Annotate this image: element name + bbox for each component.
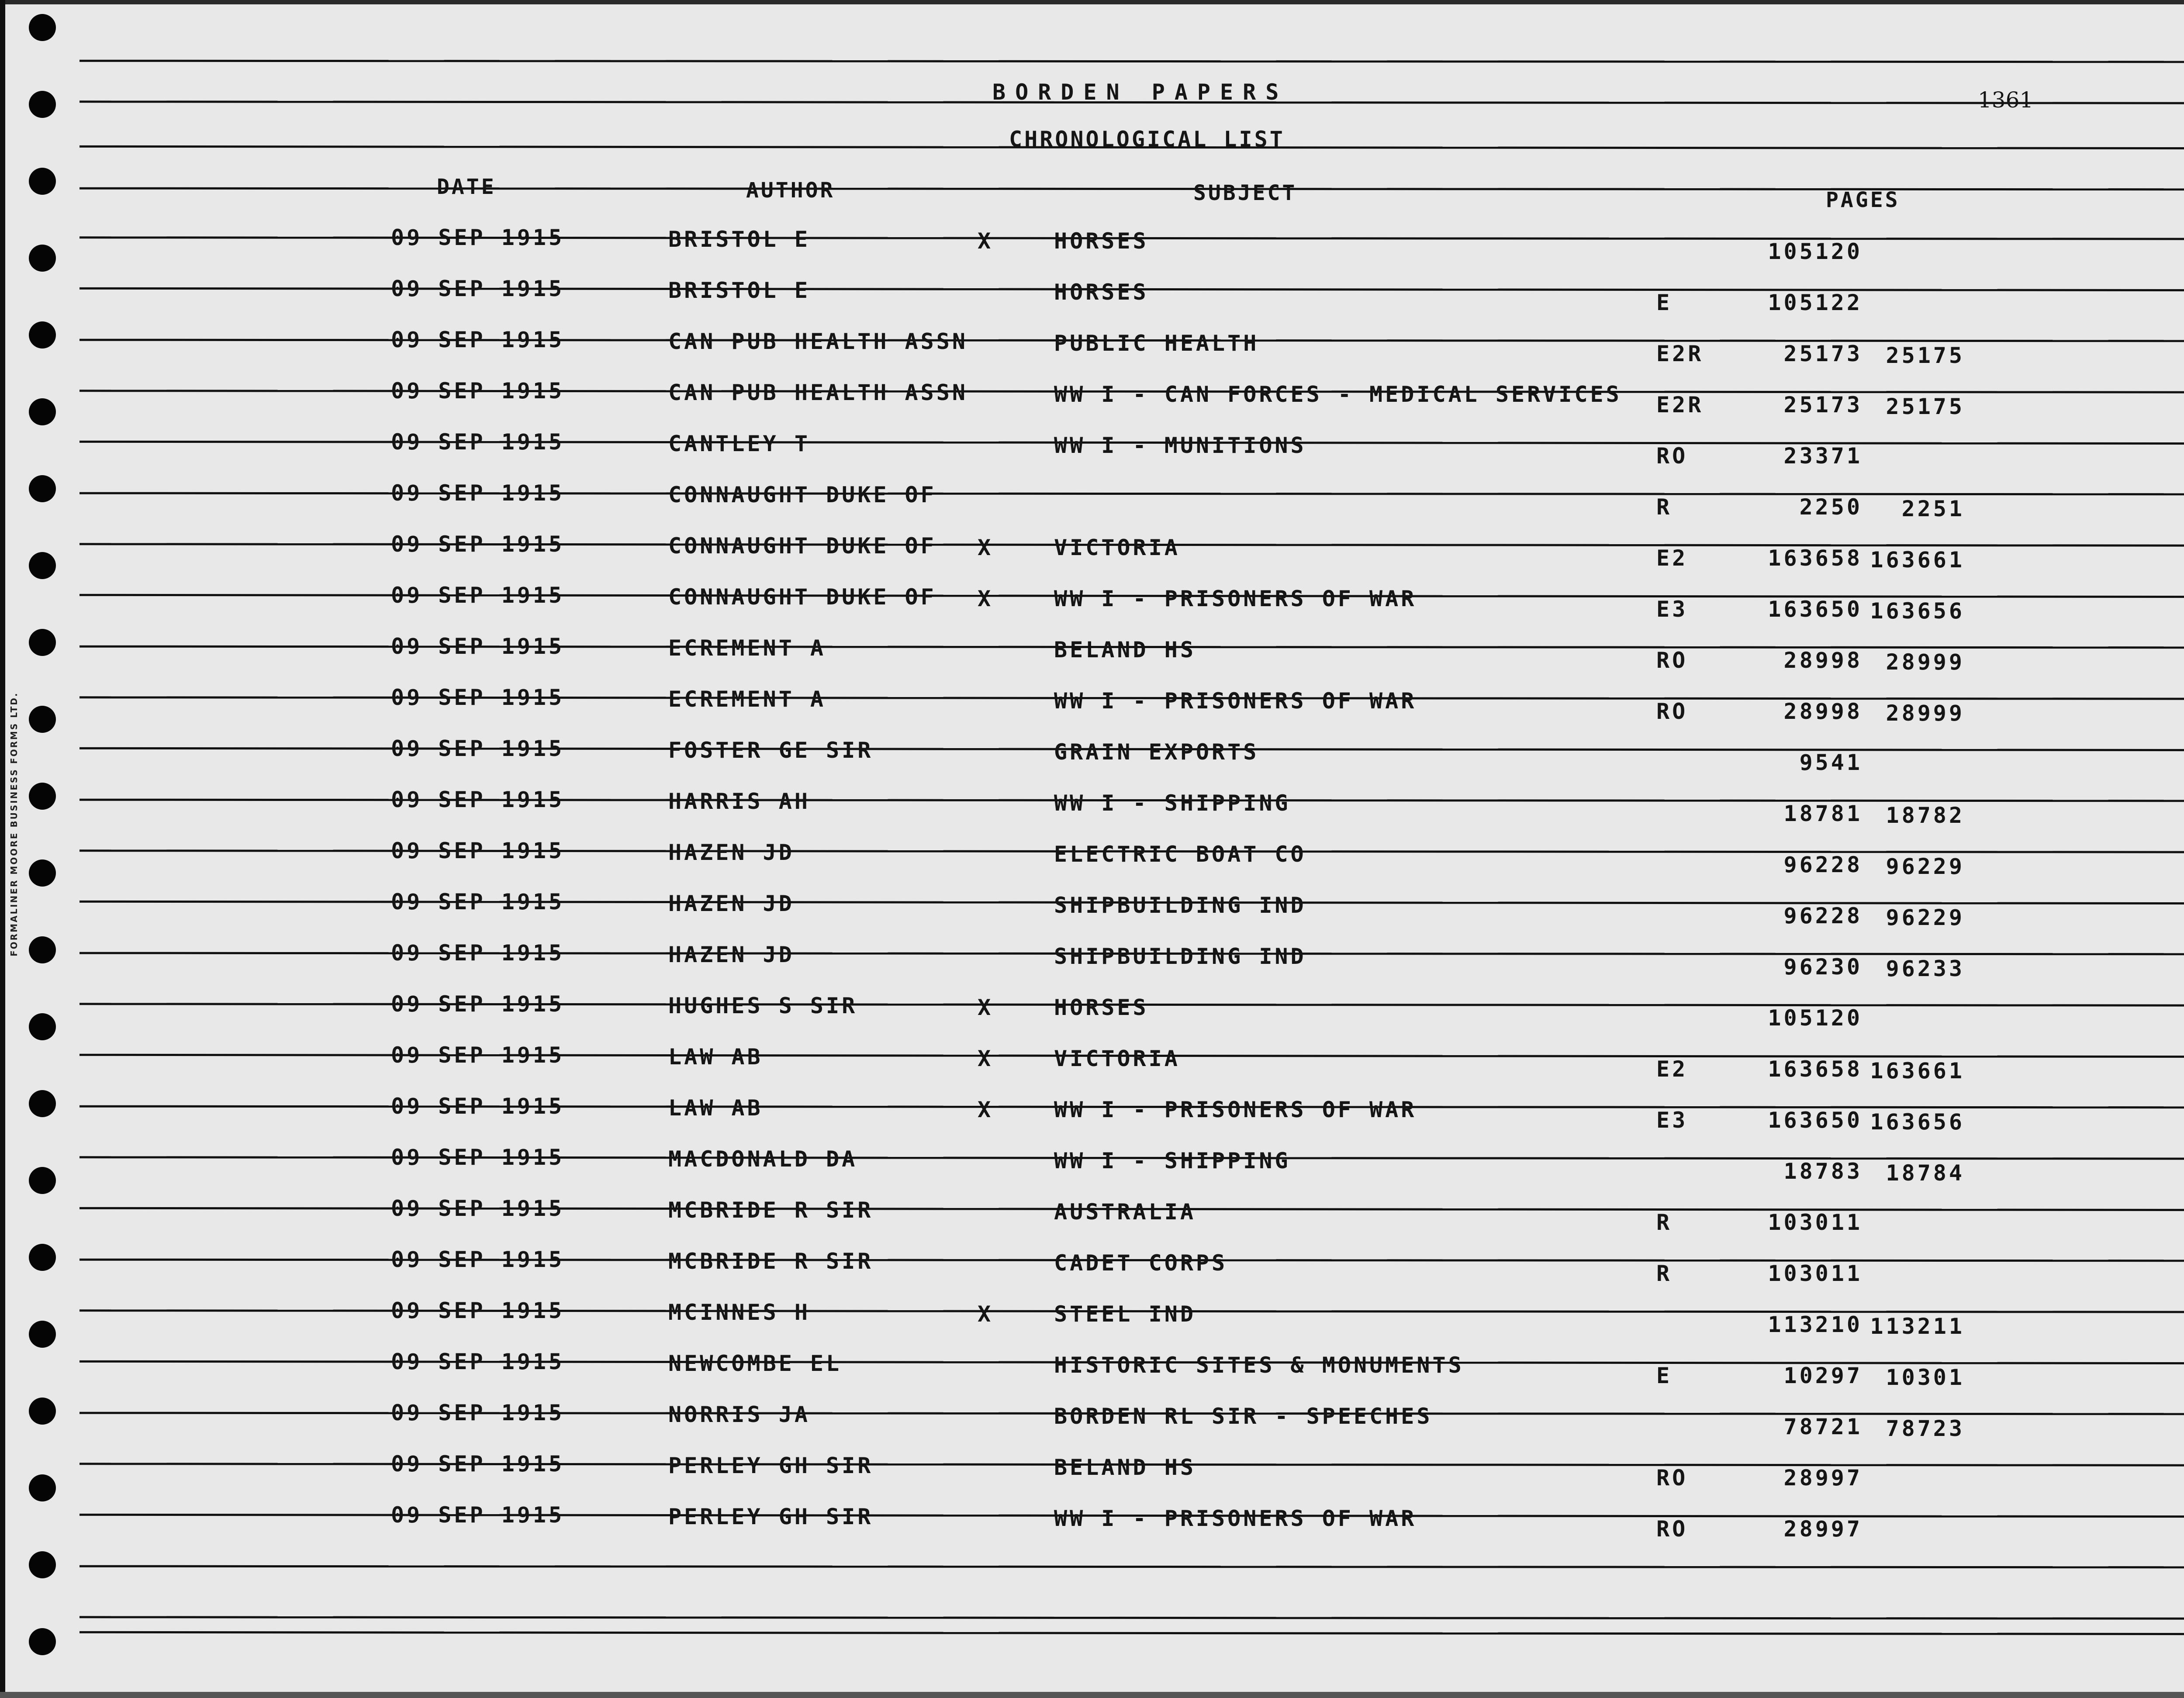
entry-subject: WW I - PRISONERS OF WAR	[1054, 688, 1417, 714]
entry-date: 09 SEP 1915	[391, 1196, 565, 1221]
entry-author: MCBRIDE R SIR	[668, 1198, 874, 1223]
entry-date: 09 SEP 1915	[391, 634, 565, 659]
entry-page-to: 163661	[1870, 547, 1965, 573]
entry-code: R	[1656, 494, 1673, 520]
entry-author: CAN PUB HEALTH ASSN	[668, 380, 968, 405]
entry-subject: GRAIN EXPORTS	[1054, 739, 1259, 765]
entry-author: ECREMENT A	[668, 635, 826, 661]
entry-subject: WW I - CAN FORCES - MEDICAL SERVICES	[1054, 382, 1622, 407]
entry-page-from: 163658	[1768, 545, 1863, 571]
entry-code: E2R	[1656, 392, 1704, 418]
ruled-line	[79, 1631, 2184, 1635]
entry-date: 09 SEP 1915	[391, 583, 565, 608]
ruled-line	[79, 1565, 2184, 1569]
column-header-date: DATE	[437, 175, 496, 199]
entry-page-from: 9541	[1799, 750, 1863, 775]
entry-author: ECREMENT A	[668, 687, 826, 712]
entry-page-to: 25175	[1886, 394, 1965, 419]
list-item	[0, 1349, 2184, 1400]
list-item	[0, 1502, 2184, 1553]
entry-subject: CADET CORPS	[1054, 1250, 1228, 1276]
entry-date: 09 SEP 1915	[391, 1247, 565, 1272]
entry-author: HAZEN JD	[668, 891, 795, 916]
list-item	[0, 1196, 2184, 1246]
entry-page-from: 163658	[1768, 1056, 1863, 1082]
entry-author: MACDONALD DA	[668, 1146, 858, 1172]
entry-subject: HORSES	[1054, 995, 1149, 1020]
entry-page-to: 78723	[1886, 1416, 1965, 1441]
entry-page-from: 28998	[1783, 648, 1863, 673]
entry-page-from: 25173	[1783, 341, 1863, 366]
entry-author: MCINNES H	[668, 1300, 810, 1325]
entry-page-from: 96228	[1783, 852, 1863, 877]
entry-page-to: 163656	[1870, 1109, 1965, 1135]
entry-page-to: 96229	[1886, 905, 1965, 930]
entry-subject: BELAND HS	[1054, 1455, 1196, 1480]
entry-date: 09 SEP 1915	[391, 531, 565, 557]
entry-page-to: 163656	[1870, 598, 1965, 624]
entry-page-from: 105120	[1768, 1005, 1863, 1031]
entry-page-from: 103011	[1768, 1261, 1863, 1286]
entry-author: CONNAUGHT DUKE OF	[668, 584, 936, 610]
entry-subject: HISTORIC SITES & MONUMENTS	[1054, 1353, 1464, 1378]
entry-code: RO	[1656, 699, 1688, 724]
entry-subject: WW I - MUNITIONS	[1054, 433, 1306, 458]
entry-subject: STEEL IND	[1054, 1301, 1196, 1327]
entry-date: 09 SEP 1915	[391, 378, 565, 404]
list-item	[0, 736, 2184, 787]
feed-hole	[29, 168, 56, 195]
entry-page-from: 96230	[1783, 954, 1863, 980]
entry-page-from: 105122	[1768, 290, 1863, 315]
ruled-line	[79, 1616, 2184, 1619]
entry-author: CONNAUGHT DUKE OF	[668, 533, 936, 559]
entry-code: R	[1656, 1261, 1673, 1286]
entry-code: E2	[1656, 1056, 1688, 1082]
list-item	[0, 327, 2184, 378]
entry-author: CONNAUGHT DUKE OF	[668, 482, 936, 507]
entry-mark: X	[978, 1097, 994, 1122]
entry-page-to: 18782	[1886, 803, 1965, 828]
entry-author: PERLEY GH SIR	[668, 1504, 874, 1529]
entry-author: HARRIS AH	[668, 789, 810, 814]
feed-hole	[29, 91, 56, 118]
feed-hole	[29, 1551, 56, 1578]
list-item	[0, 685, 2184, 735]
entry-date: 09 SEP 1915	[391, 1042, 565, 1068]
list-item	[0, 378, 2184, 429]
list-item	[0, 276, 2184, 327]
entry-subject: VICTORIA	[1054, 535, 1180, 560]
entry-subject: SHIPBUILDING IND	[1054, 944, 1306, 969]
paper-edge-bottom	[0, 1692, 2184, 1698]
entry-author: HUGHES S SIR	[668, 993, 858, 1018]
entry-date: 09 SEP 1915	[391, 1298, 565, 1323]
entry-date: 09 SEP 1915	[391, 736, 565, 761]
entry-mark: X	[978, 1301, 994, 1327]
entry-page-from: 163650	[1768, 597, 1863, 622]
entry-page-to: 25175	[1886, 343, 1965, 368]
feed-hole	[29, 1628, 56, 1655]
list-item	[0, 1400, 2184, 1451]
entry-page-from: 23371	[1783, 443, 1863, 469]
list-item	[0, 1298, 2184, 1349]
entry-page-to: 96229	[1886, 854, 1965, 879]
entry-date: 09 SEP 1915	[391, 940, 565, 966]
list-item	[0, 1247, 2184, 1298]
page-number: 1361	[1978, 87, 2034, 113]
entry-code: R	[1656, 1210, 1673, 1235]
entry-date: 09 SEP 1915	[391, 889, 565, 915]
entry-code: E3	[1656, 1108, 1688, 1133]
entry-mark: X	[978, 535, 994, 560]
entry-author: HAZEN JD	[668, 840, 795, 865]
entry-page-to: 96233	[1886, 956, 1965, 981]
entry-page-from: 113210	[1768, 1312, 1863, 1337]
entry-date: 09 SEP 1915	[391, 225, 565, 250]
form-maker-label: FORMALINER MOORE BUSINESS FORMS LTD.	[9, 692, 19, 956]
column-header-author: AUTHOR	[746, 178, 835, 203]
entry-date: 09 SEP 1915	[391, 1502, 565, 1528]
list-item	[0, 634, 2184, 684]
list-item	[0, 429, 2184, 480]
feed-hole	[29, 14, 56, 41]
column-header-pages: PAGES	[1826, 188, 1900, 212]
paper-edge-top	[0, 0, 2184, 4]
entry-code: E	[1656, 290, 1673, 315]
entry-date: 09 SEP 1915	[391, 480, 565, 506]
list-item	[0, 480, 2184, 531]
entry-author: FOSTER GE SIR	[668, 738, 874, 763]
entry-code: E2	[1656, 545, 1688, 571]
entry-author: CAN PUB HEALTH ASSN	[668, 329, 968, 354]
list-item	[0, 838, 2184, 889]
entry-page-to: 28999	[1886, 649, 1965, 675]
entry-date: 09 SEP 1915	[391, 1349, 565, 1374]
list-item	[0, 991, 2184, 1042]
entry-page-from: 103011	[1768, 1210, 1863, 1235]
entry-date: 09 SEP 1915	[391, 991, 565, 1017]
entry-date: 09 SEP 1915	[391, 429, 565, 455]
entry-author: NEWCOMBE EL	[668, 1351, 842, 1376]
list-item	[0, 1145, 2184, 1195]
entry-page-from: 96228	[1783, 903, 1863, 928]
list-item	[0, 583, 2184, 633]
entry-subject: WW I - PRISONERS OF WAR	[1054, 586, 1417, 611]
entry-subject: HORSES	[1054, 280, 1149, 305]
list-item	[0, 787, 2184, 838]
ruled-line	[79, 60, 2184, 63]
entry-date: 09 SEP 1915	[391, 1145, 565, 1170]
list-subtitle: CHRONOLOGICAL LIST	[1009, 127, 1285, 152]
entry-date: 09 SEP 1915	[391, 685, 565, 710]
list-item	[0, 1451, 2184, 1502]
entry-author: HAZEN JD	[668, 942, 795, 967]
entry-date: 09 SEP 1915	[391, 838, 565, 863]
list-item	[0, 225, 2184, 276]
entry-page-to: 10301	[1886, 1365, 1965, 1390]
entry-date: 09 SEP 1915	[391, 1451, 565, 1477]
entry-page-from: 2250	[1799, 494, 1863, 520]
entry-subject: BORDEN RL SIR - SPEECHES	[1054, 1404, 1433, 1429]
entry-mark: X	[978, 228, 994, 254]
entry-code: E3	[1656, 597, 1688, 622]
entry-author: BRISTOL E	[668, 278, 810, 303]
entry-date: 09 SEP 1915	[391, 276, 565, 301]
entry-subject: WW I - SHIPPING	[1054, 790, 1291, 816]
entry-code: E2R	[1656, 341, 1704, 366]
column-header-subject: SUBJECT	[1193, 181, 1297, 205]
entry-page-from: 18781	[1783, 801, 1863, 826]
entry-author: LAW AB	[668, 1044, 763, 1070]
entry-subject: ELECTRIC BOAT CO	[1054, 842, 1306, 867]
entry-page-from: 25173	[1783, 392, 1863, 418]
entry-date: 09 SEP 1915	[391, 1400, 565, 1425]
entry-subject: PUBLIC HEALTH	[1054, 331, 1259, 356]
entry-code: RO	[1656, 443, 1688, 469]
entry-code: RO	[1656, 1465, 1688, 1491]
entry-subject: VICTORIA	[1054, 1046, 1180, 1071]
entry-subject: WW I - PRISONERS OF WAR	[1054, 1097, 1417, 1122]
entry-code: RO	[1656, 1516, 1688, 1542]
entry-mark: X	[978, 1046, 994, 1071]
entry-date: 09 SEP 1915	[391, 327, 565, 352]
entry-date: 09 SEP 1915	[391, 787, 565, 812]
entry-author: LAW AB	[668, 1095, 763, 1121]
entry-page-from: 28998	[1783, 699, 1863, 724]
entry-subject: HORSES	[1054, 228, 1149, 254]
entry-page-to: 18784	[1886, 1160, 1965, 1186]
entry-subject: WW I - PRISONERS OF WAR	[1054, 1506, 1417, 1531]
entry-subject: SHIPBUILDING IND	[1054, 893, 1306, 918]
entry-author: BRISTOL E	[668, 227, 810, 252]
list-item	[0, 1042, 2184, 1093]
entry-page-to: 113211	[1870, 1314, 1965, 1339]
entry-author: CANTLEY T	[668, 431, 810, 456]
entry-subject: AUSTRALIA	[1054, 1199, 1196, 1225]
list-item	[0, 531, 2184, 582]
list-item	[0, 940, 2184, 991]
entry-code: RO	[1656, 648, 1688, 673]
entry-mark: X	[978, 586, 994, 611]
entry-page-from: 28997	[1783, 1465, 1863, 1491]
entry-author: PERLEY GH SIR	[668, 1453, 874, 1478]
entry-subject: BELAND HS	[1054, 637, 1196, 663]
entry-code: E	[1656, 1363, 1673, 1388]
list-item	[0, 889, 2184, 940]
entry-page-to: 163661	[1870, 1058, 1965, 1084]
entry-page-from: 28997	[1783, 1516, 1863, 1542]
list-item	[0, 1094, 2184, 1144]
entry-date: 09 SEP 1915	[391, 1094, 565, 1119]
entry-author: MCBRIDE R SIR	[668, 1249, 874, 1274]
document-title: BORDEN PAPERS	[992, 79, 1289, 105]
entry-page-from: 105120	[1768, 239, 1863, 264]
entry-subject: WW I - SHIPPING	[1054, 1148, 1291, 1173]
entry-page-from: 10297	[1783, 1363, 1863, 1388]
entry-mark: X	[978, 995, 994, 1020]
entry-page-to: 2251	[1901, 496, 1965, 521]
entry-page-from: 18783	[1783, 1159, 1863, 1184]
entry-author: NORRIS JA	[668, 1402, 810, 1427]
entry-page-to: 28999	[1886, 701, 1965, 726]
entry-page-from: 163650	[1768, 1108, 1863, 1133]
entry-page-from: 78721	[1783, 1414, 1863, 1439]
